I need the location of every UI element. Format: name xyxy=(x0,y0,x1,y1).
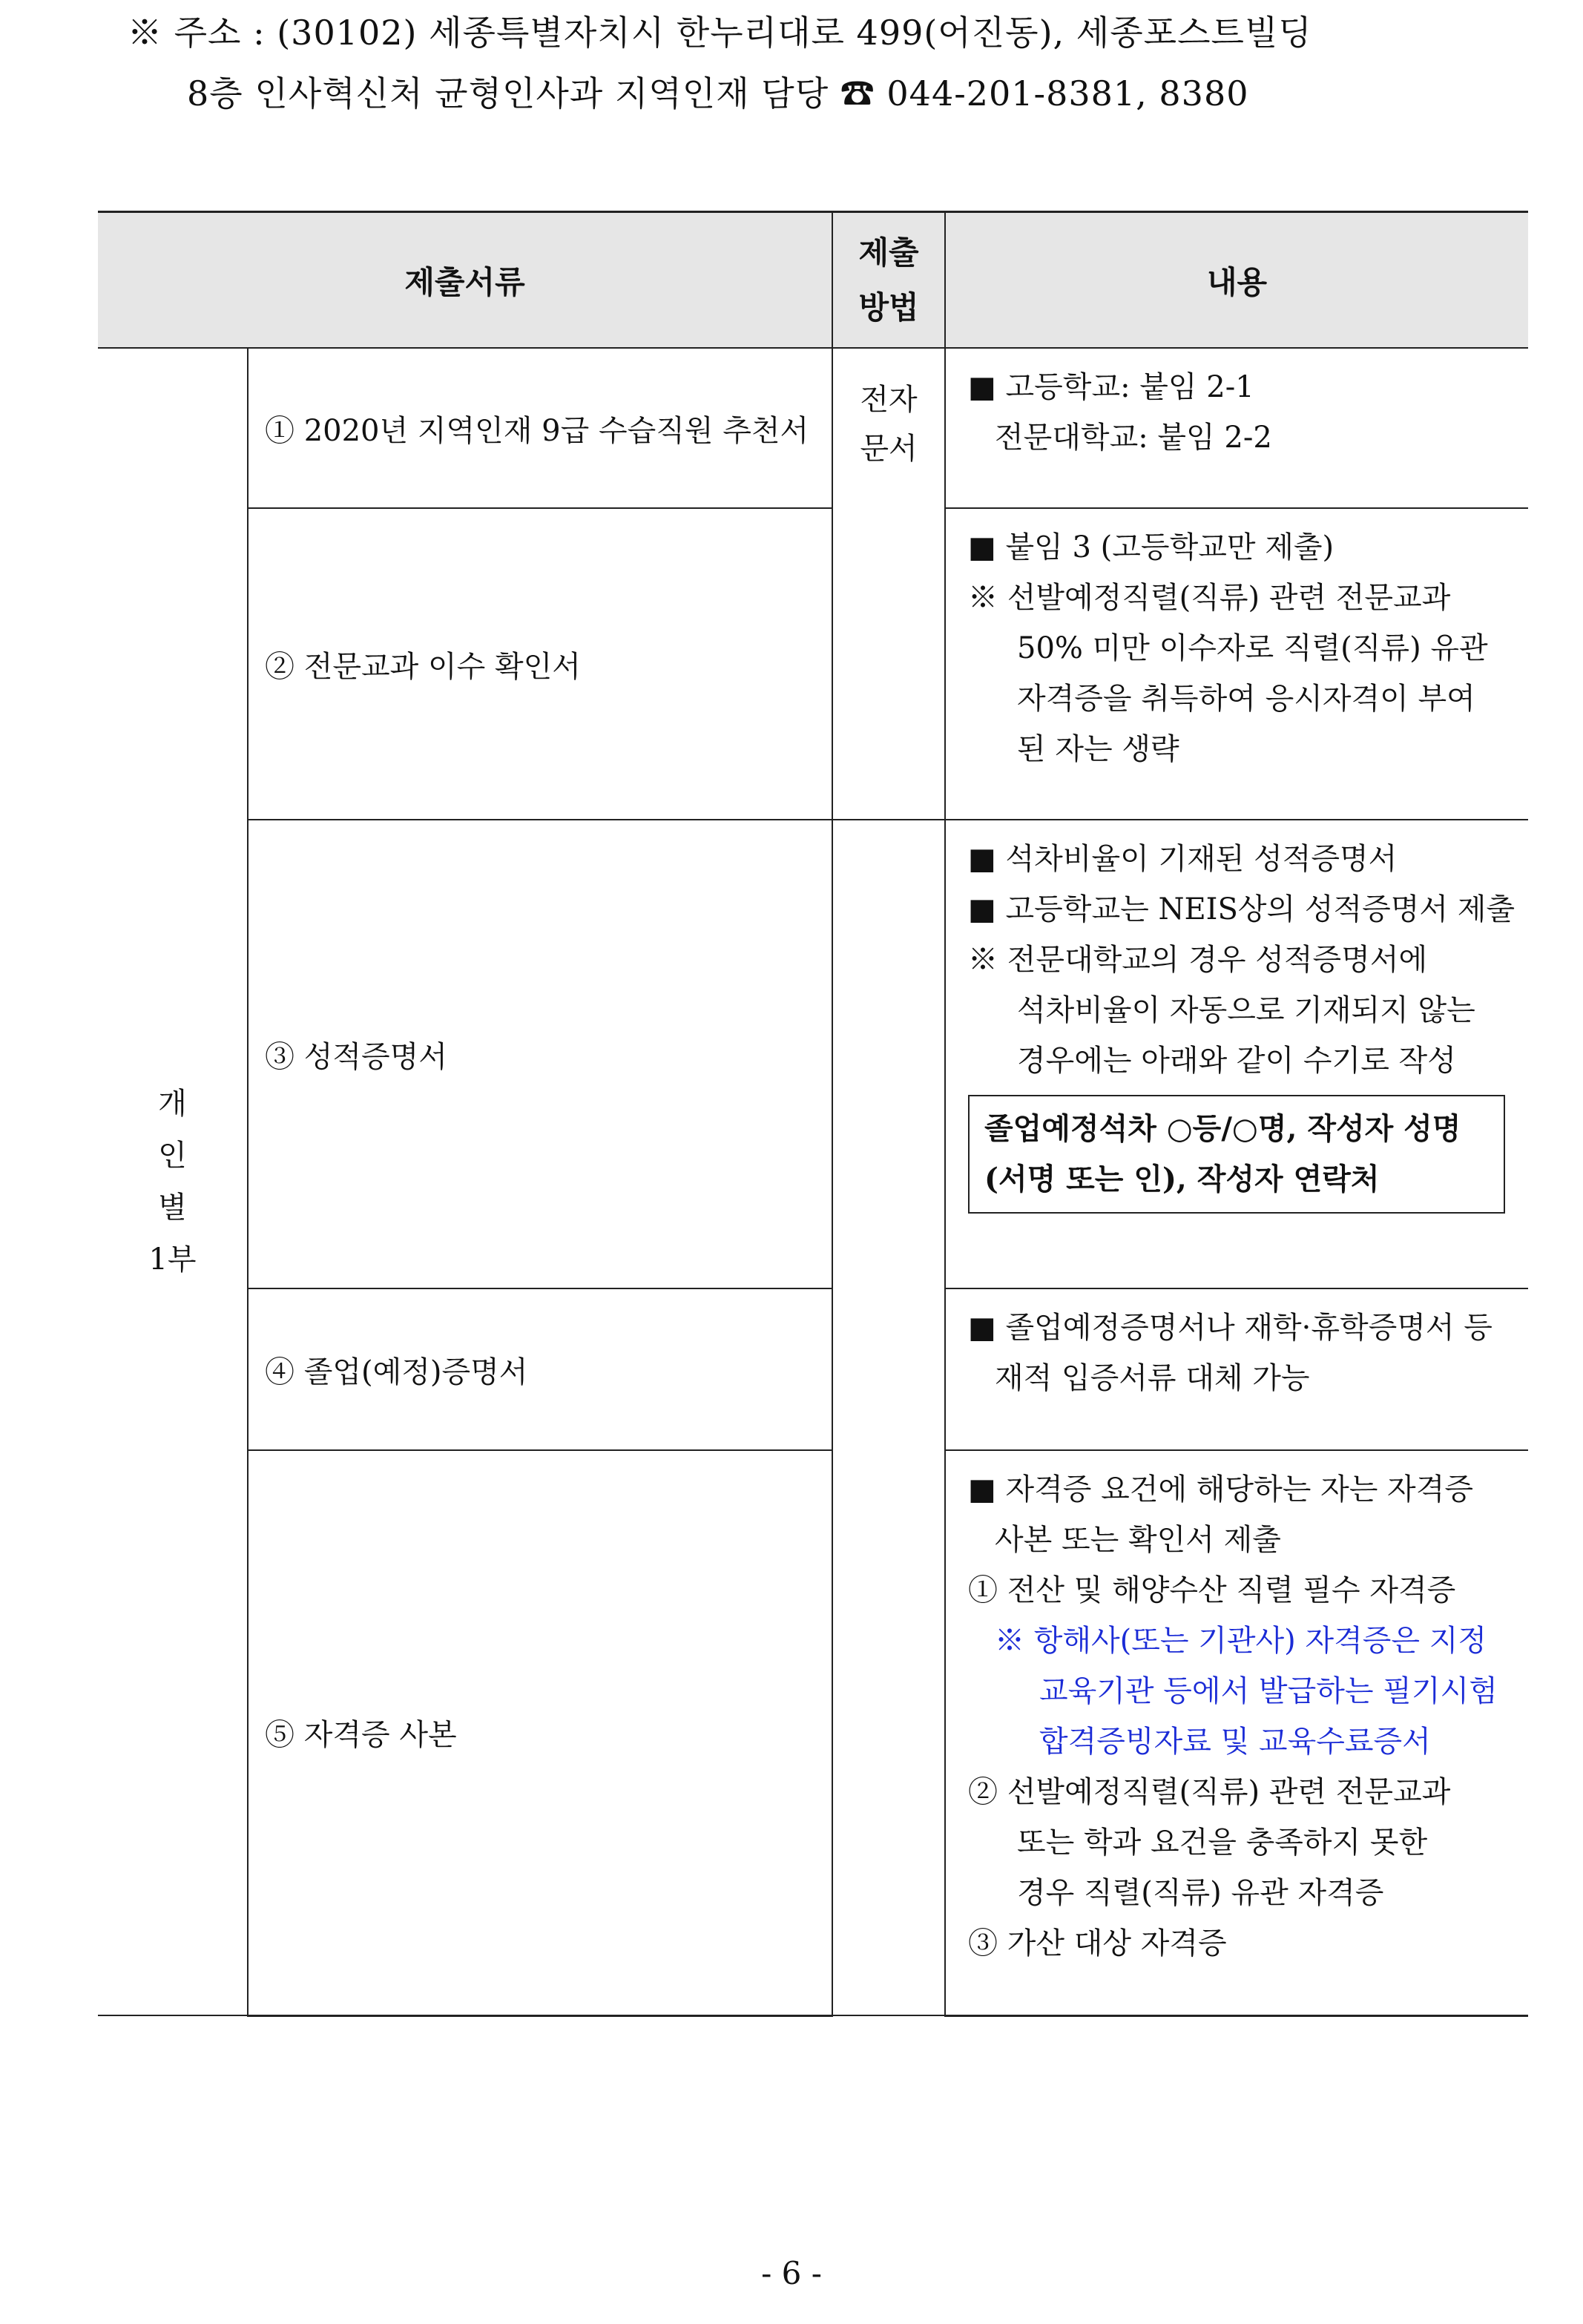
header-method: 제출 방법 xyxy=(832,212,945,349)
method-electronic-document: 전자 문서 xyxy=(832,348,945,820)
page-number: - 6 - xyxy=(761,2255,822,2291)
item-license-copy: ⑤ 자격증 사본 xyxy=(248,1450,832,2015)
address-line-1: ※ 주소 : (30102) 세종특별자치시 한누리대로 499(어진동), 세종포스트빌딩 xyxy=(128,13,1312,53)
table-row xyxy=(98,820,1528,1288)
table-row xyxy=(98,1450,1528,2015)
item-graduation-certificate: ④ 졸업(예정)증명서 xyxy=(248,1288,832,1450)
content-graduation-certificate: ■ 졸업예정증명서나 재학·휴학증명서 등 재적 입증서류 대체 가능 xyxy=(945,1288,1528,1450)
item-transcript: ③ 성적증명서 xyxy=(248,820,832,1288)
submission-documents-table xyxy=(98,211,1528,2017)
group-per-person-one-copy: 개 인 별 1부 xyxy=(98,348,248,2015)
table-row xyxy=(98,1288,1528,1450)
header-documents: 제출서류 xyxy=(98,212,832,349)
address-line-2: 8층 인사혁신처 균형인사과 지역인재 담당 ☎ 044-201-8381, 8380 xyxy=(187,73,1249,113)
item-recommendation: ① 2020년 지역인재 9급 수습직원 추천서 xyxy=(248,348,832,508)
content-license-copy: ■ 자격증 요건에 해당하는 자는 자격증 사본 또는 확인서 제출 ① 전산 및 해양수산 직렬 필수 자격증 ※ 항해사(또는 기관사) 자격증은 지정 교육기관 등에서 발급하는 필기시험 합격증빙자료 및 교육수료증서 ② 선발예정직렬(직류) 관련 전문교과 또는 학과 요건을 충족하지 못한 경우 직렬(직류) 유관 자격증 ③ 가산 대상 자격증 xyxy=(945,1450,1528,2015)
method-empty xyxy=(832,820,945,2015)
handwritten-rank-note-box: 졸업예정석차 ○등/○명, 작성자 성명 (서명 또는 인), 작성자 연락처 xyxy=(968,1095,1505,1214)
table-header-row xyxy=(98,212,1528,349)
header-content: 내용 xyxy=(945,212,1528,349)
content-recommendation: ■ 고등학교: 붙임 2-1 전문대학교: 붙임 2-2 xyxy=(945,348,1528,508)
table-row xyxy=(98,348,1528,508)
content-transcript: ■ 석차비율이 기재된 성적증명서 ■ 고등학교는 NEIS상의 성적증명서 제출 ※ 전문대학교의 경우 성적증명서에 석차비율이 자동으로 기재되지 않는 경우에는 아래와 같이 수기로 작성 졸업예정석차 ○등/○명, 작성자 성명 (서명 또는 인), 작성자 연락처 xyxy=(945,820,1528,1288)
table-row xyxy=(98,508,1528,820)
item-major-completion: ② 전문교과 이수 확인서 xyxy=(248,508,832,820)
content-major-completion: ■ 붙임 3 (고등학교만 제출) ※ 선발예정직렬(직류) 관련 전문교과 50% 미만 이수자로 직렬(직류) 유관 자격증을 취득하여 응시자격이 부여 된 자는 생략 xyxy=(945,508,1528,820)
